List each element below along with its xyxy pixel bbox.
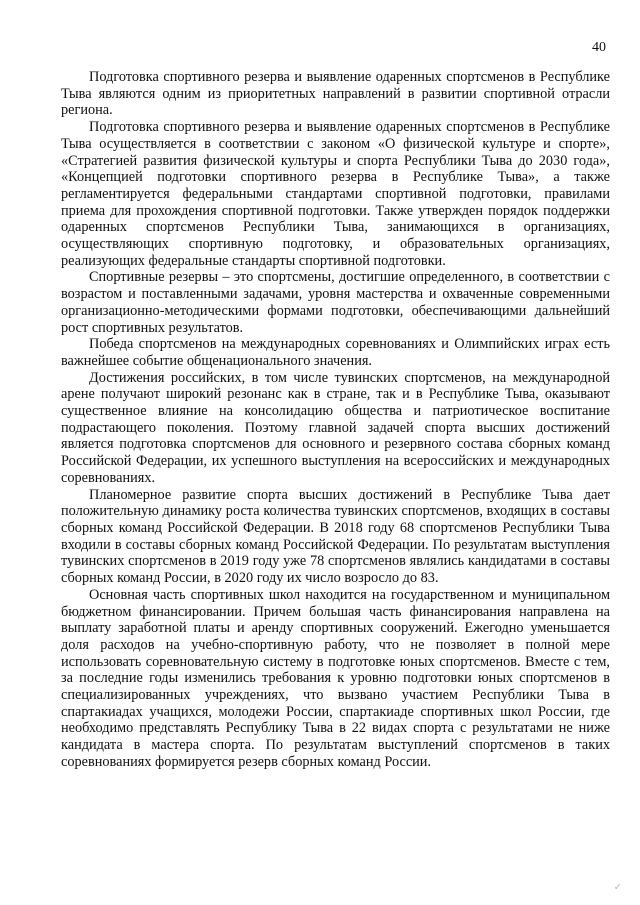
paragraph-6: Планомерное развитие спорта высших достижений в Республике Тыва дает положительную динамику роста количества тувинских спортсменов, входящих в составы сборных команд Российской Федерации. В 2018 году 68 спортсменов Республики Тыва входили в составы сборных команд Российской Федерации. По результатам выступления тувинских спортсменов в 2019 году уже 78 спортсменов являлись кандидатами в составы сборных команд России, в 2020 году их число возросло до 83.: [61, 486, 610, 587]
document-body: [61, 69, 610, 771]
paragraph-3: Спортивные резервы – это спортсмены, достигшие определенного, в соответствии с возрастом и поставленными задачами, уровня мастерства и охваченные современными организационно-методическими формами подготовки, обеспечивающими дальнейший рост спортивных результатов.: [61, 269, 610, 336]
paragraph-5: Достижения российских, в том числе тувинских спортсменов, на международной арене получают широкий резонанс как в стране, так и в Республике Тыва, оказывают существенное влияние на консолидацию общества и патриотическое воспитание подрастающего поколения. Поэтому главной задачей спорта высших достижений является подготовка спортсменов для основного и резервного состава сборных команд Российской Федерации, их успешного выступления на всероссийских и международных соревнованиях.: [61, 369, 610, 486]
page-number: 40: [592, 40, 606, 55]
scan-corner-mark: ✓: [613, 882, 622, 893]
paragraph-1: Подготовка спортивного резерва и выявление одаренных спортсменов в Республике Тыва являются одним из приоритетных направлений в развитии спортивной отрасли региона.: [61, 69, 610, 119]
paragraph-4: Победа спортсменов на международных соревнованиях и Олимпийских играх есть важнейшее событие общенационального значения.: [61, 336, 610, 369]
paragraph-2: Подготовка спортивного резерва и выявление одаренных спортсменов в Республике Тыва осуществляется в соответствии с законом «О физической культуре и спорте», «Стратегией развития физической культуры и спорта Республики Тыва до 2030 года», «Концепцией подготовки спортивного резерва в Республике Тыва», а также регламентируется федеральными стандартами спортивной подготовки, правилами приема для прохождения спортивной подготовки. Также утвержден порядок поддержки одаренных спортсменов Республики Тыва, занимающихся в организациях, осуществляющих спортивную подготовку, и образовательных организациях, реализующих федеральные стандарты спортивной подготовки.: [61, 119, 610, 269]
paragraph-7: Основная часть спортивных школ находится на государственном и муниципальном бюджетном финансировании. Причем большая часть финансирования направлена на выплату заработной платы и аренду спортивных сооружений. Ежегодно уменьшается доля расходов на учебно-спортивную работу, что не позволяет в полной мере использовать соревновательную систему в подготовке юных спортсменов. Вместе с тем, за последние годы изменились требования к уровню подготовки юных спортсменов в специализированных учреждениях, что вызвано участием Республики Тыва в спартакиадах учащихся, молодежи России, спартакиаде спортивных школ России, где необходимо представлять Республику Тыва в 22 видах спорта с результатами не ниже кандидата в мастера спорта. По результатам выступлений спортсменов в таких соревнованиях формируется резерв сборных команд России.: [61, 586, 610, 770]
